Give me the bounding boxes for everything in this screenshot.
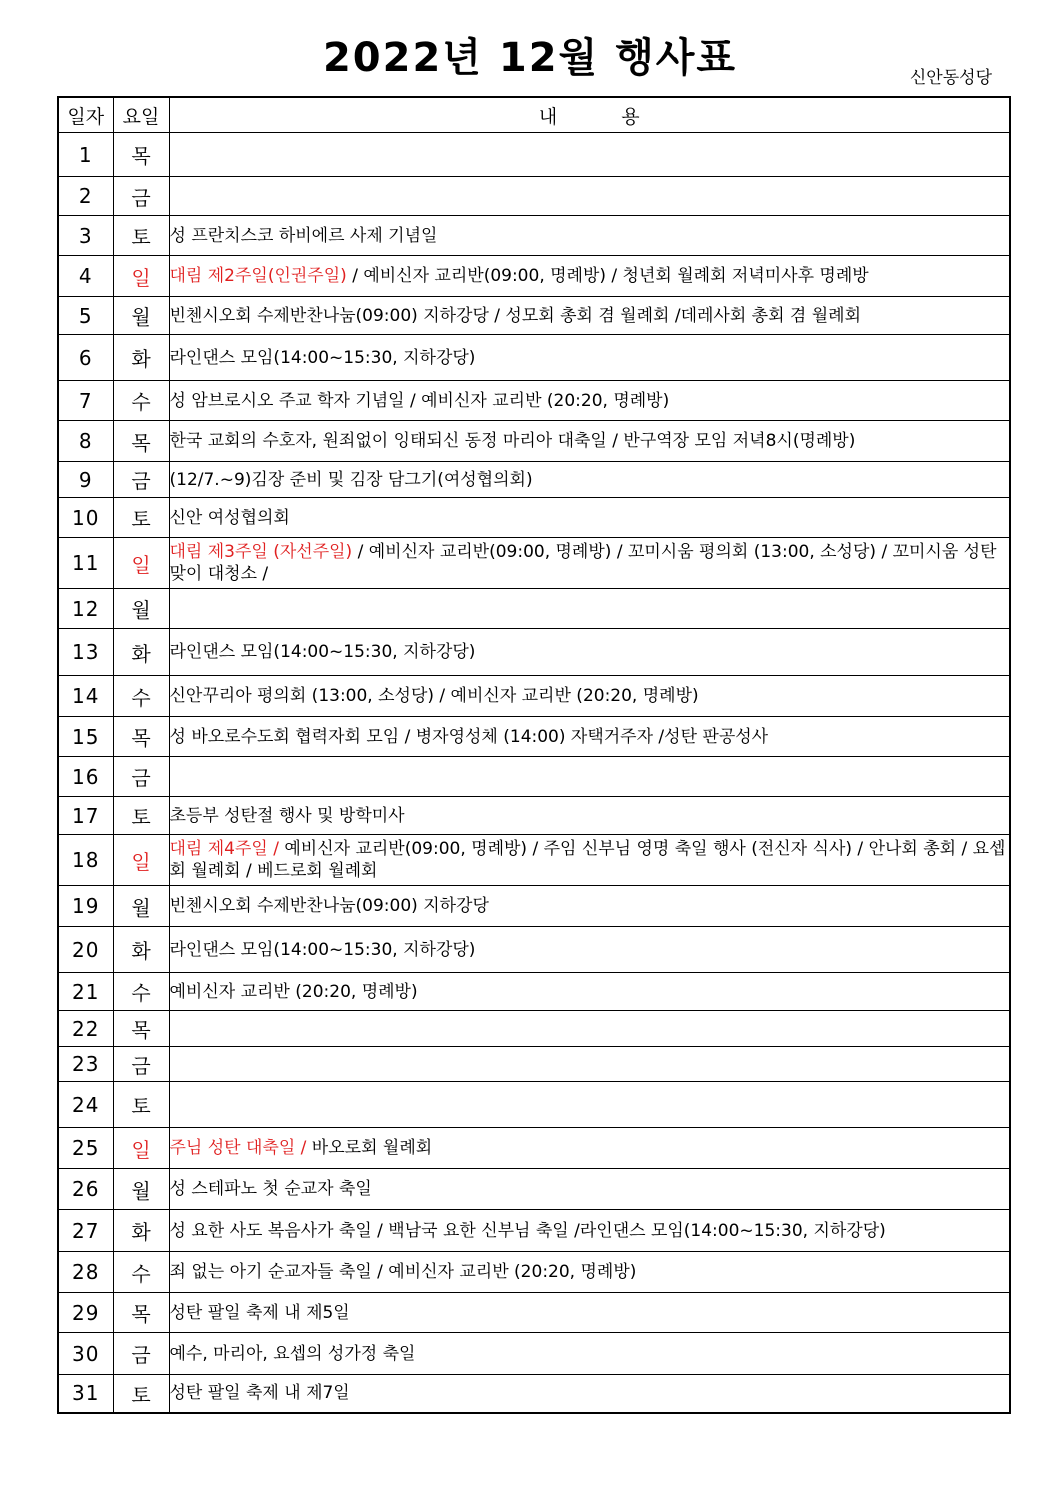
content-cell xyxy=(169,797,1010,835)
event-text: 예수, 마리아, 요셉의 성가정 축일 xyxy=(169,1343,416,1364)
table-row xyxy=(58,256,1010,297)
highlight-text: 대림 제2주일(인권주일) xyxy=(169,266,347,286)
table-row xyxy=(58,498,1010,538)
table-row xyxy=(58,462,1010,498)
table-row xyxy=(58,1082,1010,1128)
weekday-cell: 토 xyxy=(113,498,169,538)
content-cell xyxy=(169,1011,1010,1047)
highlight-text: 대림 제4주일 / xyxy=(169,839,279,859)
weekday-cell: 일 xyxy=(113,835,169,886)
content-cell xyxy=(169,297,1010,335)
day-cell: 18 xyxy=(58,835,113,886)
event-text: 라인댄스 모임(14:00~15:30, 지하강당) xyxy=(169,939,476,960)
weekday-cell: 금 xyxy=(113,757,169,797)
weekday-cell: 목 xyxy=(113,133,169,177)
content-cell xyxy=(169,133,1010,177)
day-cell: 15 xyxy=(58,717,113,757)
event-text: 성 스테파노 첫 순교자 축일 xyxy=(169,1179,372,1199)
header-weekday: 요일 xyxy=(113,97,169,133)
content-cell xyxy=(169,927,1010,973)
event-text: 성 프란치스코 하비에르 사제 기념일 xyxy=(169,225,438,246)
day-cell: 8 xyxy=(58,421,113,462)
day-cell: 26 xyxy=(58,1169,113,1210)
table-row xyxy=(58,421,1010,462)
weekday-cell: 금 xyxy=(113,177,169,216)
day-cell: 12 xyxy=(58,589,113,629)
church-name: 신안동성당 xyxy=(909,68,992,88)
weekday-cell: 일 xyxy=(113,256,169,297)
content-cell xyxy=(169,1128,1010,1169)
day-cell: 23 xyxy=(58,1047,113,1082)
weekday-cell: 월 xyxy=(113,297,169,335)
table-row xyxy=(58,1169,1010,1210)
content-cell xyxy=(169,1333,1010,1375)
table-row xyxy=(58,538,1010,589)
table-row xyxy=(58,1293,1010,1333)
day-cell: 27 xyxy=(58,1210,113,1252)
weekday-cell: 화 xyxy=(113,335,169,381)
day-cell: 29 xyxy=(58,1293,113,1333)
content-cell xyxy=(169,216,1010,256)
content-cell xyxy=(169,717,1010,757)
weekday-cell: 화 xyxy=(113,629,169,676)
event-text: 초등부 성탄절 행사 및 방학미사 xyxy=(169,805,405,826)
event-text: 빈첸시오회 수제반찬나눔(09:00) 지하강당 xyxy=(169,896,489,916)
content-cell xyxy=(169,1252,1010,1293)
day-cell: 19 xyxy=(58,886,113,927)
table-row xyxy=(58,717,1010,757)
content-cell xyxy=(169,629,1010,676)
day-cell: 11 xyxy=(58,538,113,589)
day-cell: 20 xyxy=(58,927,113,973)
table-row xyxy=(58,177,1010,216)
day-cell: 6 xyxy=(58,335,113,381)
highlight-text: 주님 성탄 대축일 / xyxy=(169,1138,307,1158)
day-cell: 4 xyxy=(58,256,113,297)
content-cell xyxy=(169,589,1010,629)
content-cell xyxy=(169,757,1010,797)
header-day: 일자 xyxy=(58,97,113,133)
day-cell: 17 xyxy=(58,797,113,835)
event-text: 예비신자 교리반(09:00, 명례방) / 주임 신부님 영명 축일 행사 (전신자 식사) / 안나회 총회 / 요셉회 월례회 / 베드로회 월례회 xyxy=(169,839,1006,881)
table-row xyxy=(58,973,1010,1011)
event-text: 라인댄스 모임(14:00~15:30, 지하강당) xyxy=(169,642,476,662)
table-row xyxy=(58,1011,1010,1047)
table-row xyxy=(58,629,1010,676)
table-row xyxy=(58,1333,1010,1375)
table-row xyxy=(58,1210,1010,1252)
weekday-cell: 토 xyxy=(113,1082,169,1128)
content-cell xyxy=(169,886,1010,927)
header-content-second: 용 xyxy=(621,105,640,128)
weekday-cell: 토 xyxy=(113,1375,169,1413)
event-text: 예비신자 교리반 (20:20, 명례방) xyxy=(169,981,418,1002)
content-cell xyxy=(169,1047,1010,1082)
content-cell xyxy=(169,462,1010,498)
weekday-cell: 화 xyxy=(113,927,169,973)
day-cell: 9 xyxy=(58,462,113,498)
content-cell xyxy=(169,421,1010,462)
table-row xyxy=(58,589,1010,629)
table-row xyxy=(58,1047,1010,1082)
content-cell xyxy=(169,835,1010,886)
weekday-cell: 목 xyxy=(113,421,169,462)
header-content xyxy=(169,97,1010,133)
weekday-cell: 토 xyxy=(113,216,169,256)
day-cell: 22 xyxy=(58,1011,113,1047)
weekday-cell: 일 xyxy=(113,1128,169,1169)
event-text: 죄 없는 아기 순교자들 축일 / 예비신자 교리반 (20:20, 명례방) xyxy=(169,1262,637,1282)
weekday-cell: 월 xyxy=(113,1169,169,1210)
day-cell: 25 xyxy=(58,1128,113,1169)
table-row xyxy=(58,1128,1010,1169)
event-text: 신안꾸리아 평의회 (13:00, 소성당) / 예비신자 교리반 (20:20, 명례방) xyxy=(169,686,699,706)
day-cell: 10 xyxy=(58,498,113,538)
weekday-cell: 월 xyxy=(113,589,169,629)
content-cell xyxy=(169,498,1010,538)
content-cell xyxy=(169,335,1010,381)
table-row xyxy=(58,886,1010,927)
header-row xyxy=(58,97,1010,133)
event-text: / 예비신자 교리반(09:00, 명례방) / 청년회 월례회 저녁미사후 명례방 xyxy=(346,266,869,286)
table-row xyxy=(58,216,1010,256)
event-text: 한국 교회의 수호자, 원죄없이 잉태되신 동정 마리아 대축일 / 반구역장 모임 저녁8시(명례방) xyxy=(169,431,856,451)
table-row xyxy=(58,1375,1010,1413)
day-cell: 7 xyxy=(58,381,113,421)
schedule-table xyxy=(57,96,1011,1414)
day-cell: 21 xyxy=(58,973,113,1011)
event-text: 빈첸시오회 수제반찬나눔(09:00) 지하강당 / 성모회 총회 겸 월례회 /데레사회 총회 겸 월례회 xyxy=(169,305,861,326)
day-cell: 2 xyxy=(58,177,113,216)
event-text: 성탄 팔일 축제 내 제5일 xyxy=(169,1302,350,1323)
content-cell xyxy=(169,1169,1010,1210)
event-text: / 예비신자 교리반(09:00, 명례방) / 꼬미시움 평의회 (13:00, 소성당) / 꼬미시움 성탄 맞이 대청소 / xyxy=(169,542,997,584)
table-row xyxy=(58,297,1010,335)
content-cell xyxy=(169,1293,1010,1333)
day-cell: 5 xyxy=(58,297,113,335)
page-title: 2022년 12월 행사표 xyxy=(322,35,738,81)
table-row xyxy=(58,927,1010,973)
event-text: 성탄 팔일 축제 내 제7일 xyxy=(169,1383,350,1404)
weekday-cell: 수 xyxy=(113,381,169,421)
event-text: 바오로회 월례회 xyxy=(306,1138,433,1158)
event-text: 라인댄스 모임(14:00~15:30, 지하강당) xyxy=(169,347,476,368)
table-row xyxy=(58,133,1010,177)
table-row xyxy=(58,835,1010,886)
day-cell: 14 xyxy=(58,676,113,717)
weekday-cell: 수 xyxy=(113,973,169,1011)
content-cell xyxy=(169,256,1010,297)
content-cell xyxy=(169,1210,1010,1252)
weekday-cell: 목 xyxy=(113,1011,169,1047)
weekday-cell: 목 xyxy=(113,1293,169,1333)
content-cell xyxy=(169,381,1010,421)
weekday-cell: 수 xyxy=(113,676,169,717)
day-cell: 28 xyxy=(58,1252,113,1293)
table-row xyxy=(58,676,1010,717)
header-content-first: 내 xyxy=(538,105,558,128)
content-cell xyxy=(169,973,1010,1011)
highlight-text: 대림 제3주일 (자선주일) xyxy=(169,542,353,562)
day-cell: 24 xyxy=(58,1082,113,1128)
schedule-body xyxy=(58,133,1010,1413)
weekday-cell: 금 xyxy=(113,1047,169,1082)
day-cell: 16 xyxy=(58,757,113,797)
day-cell: 30 xyxy=(58,1333,113,1375)
event-text: (12/7.~9)김장 준비 및 김장 담그기(여성협의회) xyxy=(169,469,533,490)
weekday-cell: 금 xyxy=(113,462,169,498)
day-cell: 3 xyxy=(58,216,113,256)
event-text: 신안 여성협의회 xyxy=(169,507,290,528)
event-text: 성 암브로시오 주교 학자 기념일 / 예비신자 교리반 (20:20, 명례방) xyxy=(169,390,670,411)
weekday-cell: 화 xyxy=(113,1210,169,1252)
table-row xyxy=(58,381,1010,421)
table-row xyxy=(58,797,1010,835)
event-text: 성 요한 사도 복음사가 축일 / 백남국 요한 신부님 축일 /라인댄스 모임(14:00~15:30, 지하강당) xyxy=(169,1220,886,1241)
table-row xyxy=(58,757,1010,797)
content-cell xyxy=(169,1375,1010,1413)
weekday-cell: 토 xyxy=(113,797,169,835)
table-row xyxy=(58,1252,1010,1293)
weekday-cell: 목 xyxy=(113,717,169,757)
weekday-cell: 일 xyxy=(113,538,169,589)
weekday-cell: 월 xyxy=(113,886,169,927)
day-cell: 13 xyxy=(58,629,113,676)
content-cell xyxy=(169,676,1010,717)
event-text: 성 바오로수도회 협력자회 모임 / 병자영성체 (14:00) 자택거주자 /성탄 판공성사 xyxy=(169,726,769,747)
weekday-cell: 수 xyxy=(113,1252,169,1293)
day-cell: 31 xyxy=(58,1375,113,1413)
day-cell: 1 xyxy=(58,133,113,177)
content-cell xyxy=(169,177,1010,216)
content-cell xyxy=(169,538,1010,589)
table-row xyxy=(58,335,1010,381)
weekday-cell: 금 xyxy=(113,1333,169,1375)
content-cell xyxy=(169,1082,1010,1128)
